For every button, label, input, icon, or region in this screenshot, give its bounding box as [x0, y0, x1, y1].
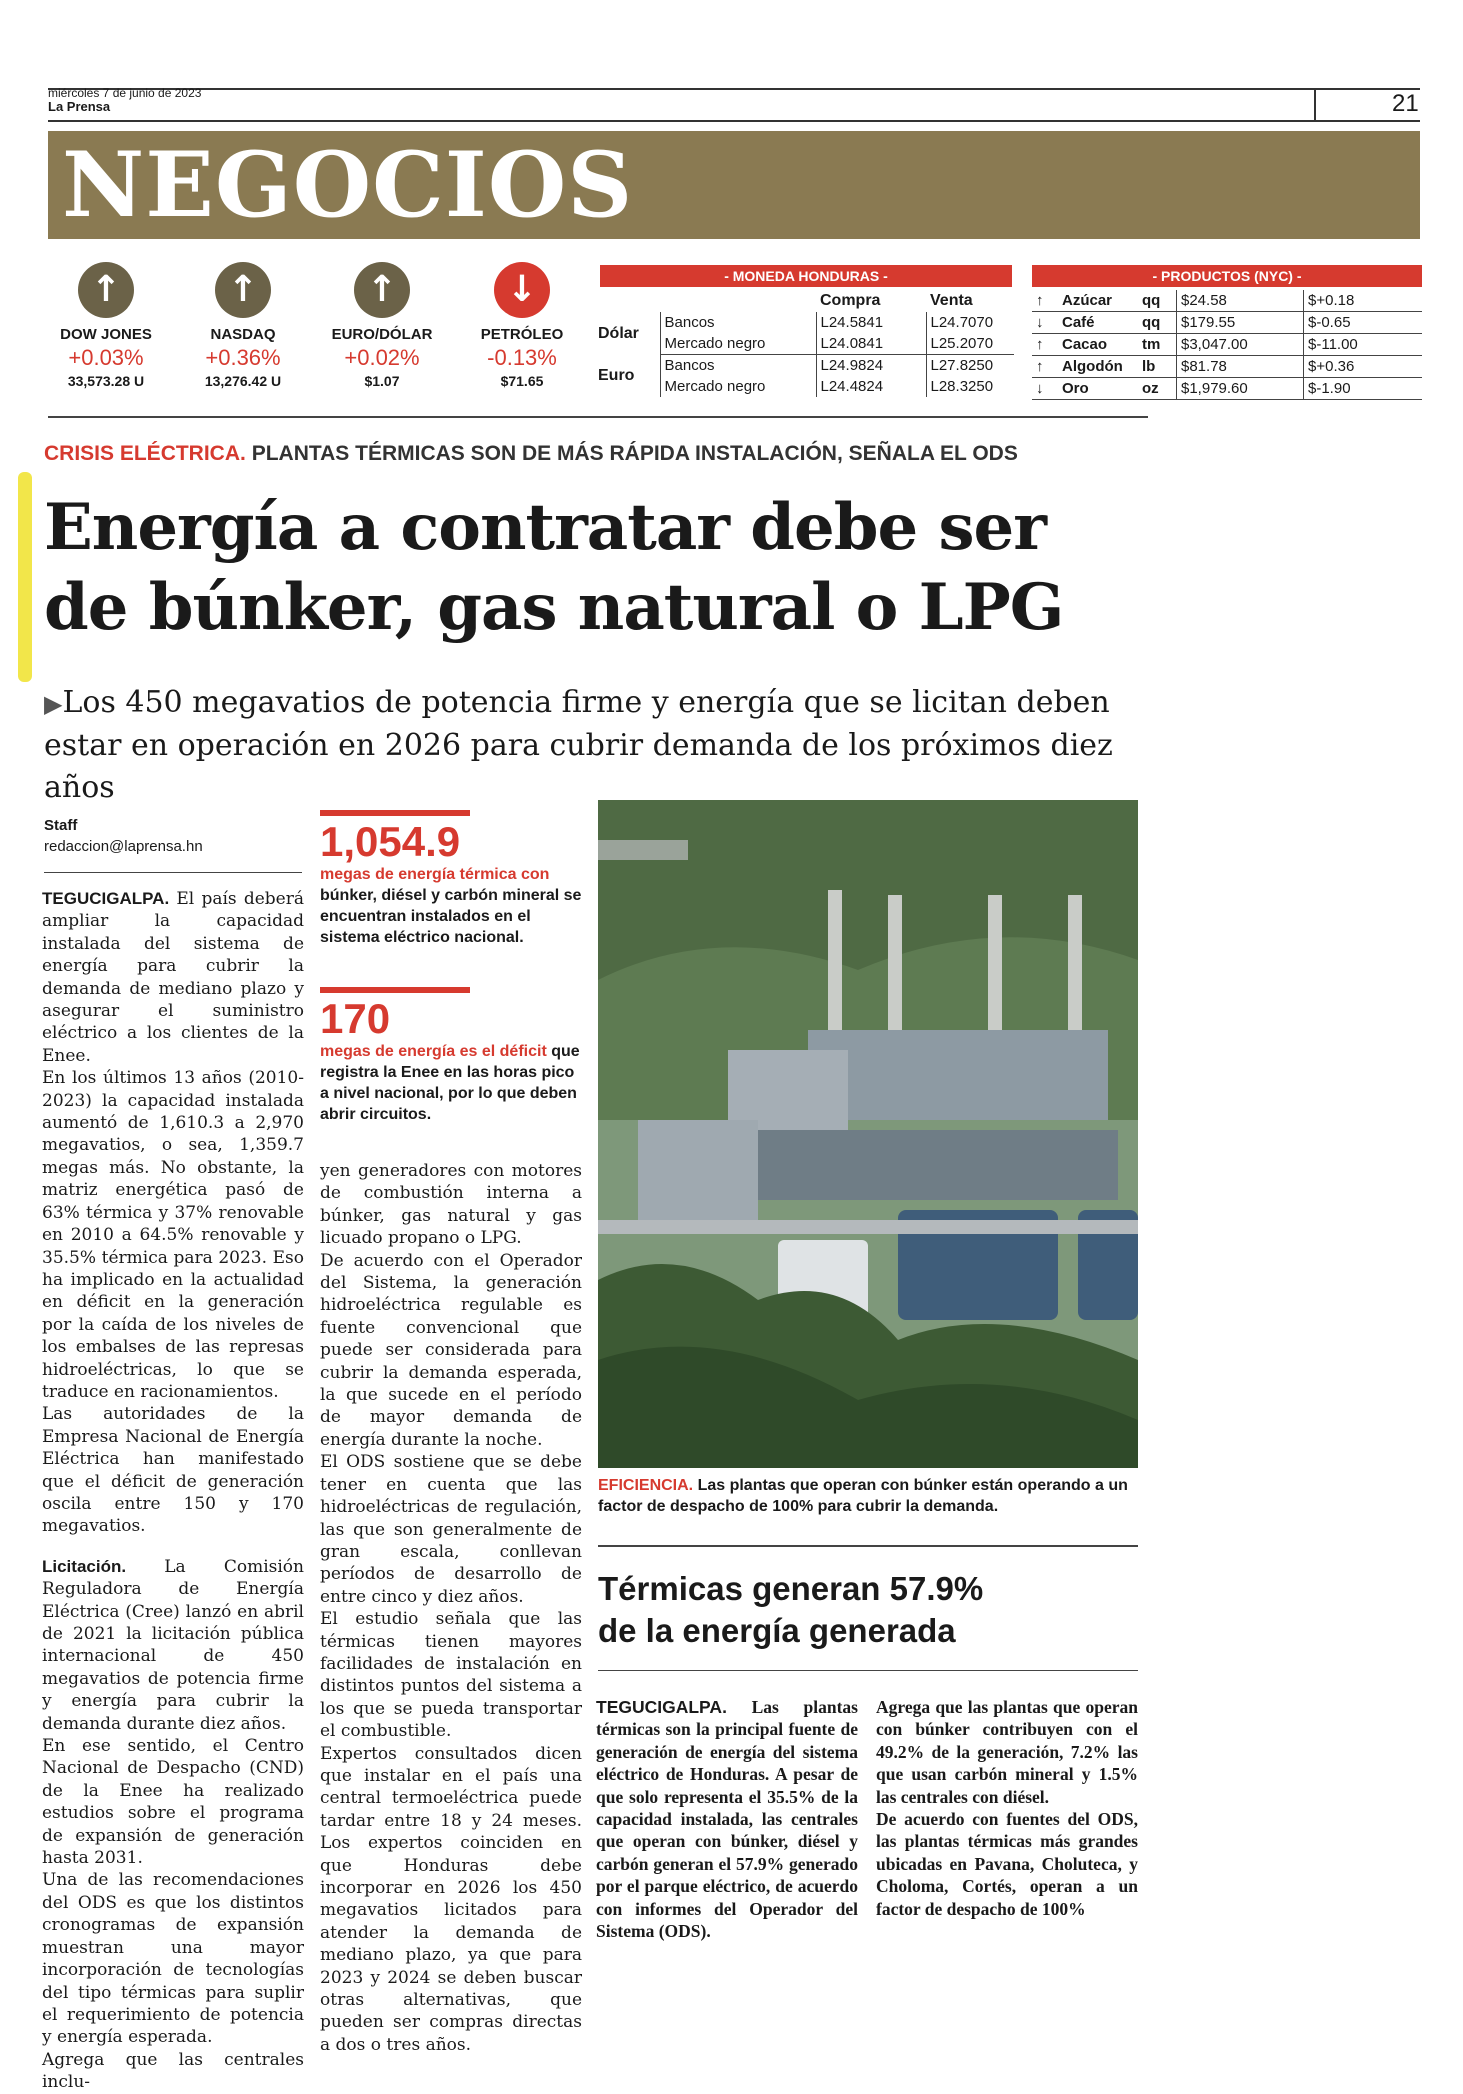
up-arrow-icon: ↑	[1032, 356, 1058, 378]
kicker	[44, 442, 1018, 466]
up-arrow-icon: ↑	[215, 262, 271, 318]
index-name: NASDAQ	[210, 326, 276, 343]
product-price: $81.78	[1177, 356, 1304, 378]
index-value: $1.07	[364, 373, 400, 389]
buy-value: L24.9824	[816, 355, 926, 377]
index-euro-dolar	[312, 262, 452, 389]
index-change: -0.13%	[487, 345, 557, 370]
down-arrow-icon: ↓	[1032, 378, 1058, 400]
stat-box-1	[320, 810, 582, 948]
table-row	[1032, 312, 1422, 334]
photo-caption	[598, 1475, 1138, 1517]
deck	[44, 682, 1144, 809]
currency-euro: Euro	[598, 367, 635, 385]
market-label: Bancos	[660, 312, 816, 333]
triangle-bullet-icon: ▶	[44, 690, 63, 718]
product-price: $24.58	[1177, 290, 1304, 312]
stat-text-body: que registra la Enee en las horas pico a nivel nacional, por lo que deben abrir circuitos.	[320, 1043, 580, 1123]
product-name: Oro	[1058, 378, 1138, 400]
page-number: 21	[1392, 90, 1419, 117]
index-name: EURO/DÓLAR	[331, 326, 433, 343]
index-name: DOW JONES	[60, 326, 152, 343]
sell-value: L25.2070	[926, 333, 1014, 355]
sell-value: L24.7070	[926, 312, 1014, 333]
stat-number: 170	[320, 995, 391, 1042]
buy-value: L24.4824	[816, 376, 926, 397]
table-row	[1032, 378, 1422, 400]
product-unit: lb	[1138, 356, 1177, 378]
buy-value: L24.5841	[816, 312, 926, 333]
table-row	[594, 355, 1014, 377]
stat-text-highlight: megas de energía térmica con	[320, 866, 550, 883]
market-label: Mercado negro	[660, 333, 816, 355]
caption-label: EFICIENCIA.	[598, 1477, 694, 1494]
byline-author: Staff	[44, 817, 78, 834]
sidebar-headline-line-1: Térmicas generan 57.9%	[598, 1570, 984, 1607]
kicker-label: CRISIS ELÉCTRICA.	[44, 442, 246, 465]
table-row	[594, 312, 1014, 333]
paragraph: Agrega que las centrales inclu-	[42, 2049, 304, 2093]
product-price: $179.55	[1177, 312, 1304, 334]
table-row	[1032, 290, 1422, 312]
index-change: +0.02%	[344, 345, 420, 370]
index-change: +0.36%	[205, 345, 281, 370]
up-arrow-icon: ↑	[78, 262, 134, 318]
sidebar-column-2	[876, 1696, 1138, 1920]
up-arrow-icon: ↑	[1032, 334, 1058, 356]
index-nasdaq	[173, 262, 313, 389]
index-value: 13,276.42 U	[204, 373, 282, 389]
paragraph	[42, 888, 304, 1067]
product-unit: qq	[1138, 290, 1177, 312]
product-name: Azúcar	[1058, 290, 1138, 312]
index-name: PETRÓLEO	[480, 326, 564, 343]
highlighter-mark	[18, 472, 32, 682]
paragraph: Una de las recomendaciones del ODS es que los distintos cronogramas de expansión muestran una mayor incorporación de tecnologías del tipo térmicas para suplir el requerimiento de potencia y energía esperada.	[42, 1870, 304, 2048]
section-title: NEGOCIOS	[62, 132, 634, 238]
dateline: TEGUCIGALPA.	[596, 1697, 727, 1717]
article-column-1	[42, 888, 304, 2094]
table-row	[1032, 356, 1422, 378]
paragraph	[596, 1696, 858, 1942]
paragraph-text: La Comisión Reguladora de Energía Eléctrica (Cree) lanzó en abril de 2021 la licitación pública internacional de 450 megavatios de potencia firme y energía para cubrir la demanda durante diez años.	[42, 1556, 304, 1734]
product-change: $-0.65	[1304, 312, 1423, 334]
sell-value: L28.3250	[926, 376, 1014, 397]
paragraph: Agrega que las plantas que operan con búnker contribuyen con el 49.2% de la generación, 7.2% las que usan carbón mineral y 1.5% las centrales con diésel.	[876, 1697, 1138, 1807]
products-table-title: - PRODUCTOS (NYC) -	[1032, 265, 1422, 287]
buy-value: L24.0841	[816, 333, 926, 355]
paragraph-text: El país deberá ampliar la capacidad instalada del sistema de energía para cubrir la demanda de mediano plazo y asegurar el suministro eléctrico a los clientes de la Enee.	[42, 889, 304, 1066]
paragraph: De acuerdo con el Operador del Sistema, la generación hidroeléctrica regulable es fuente convencional que puede ser considerada para cubrir la demanda esperada, la que sucede en el período de mayor demanda de energía durante la noche.	[320, 1250, 582, 1450]
stat-bar	[320, 810, 470, 816]
stat-text-highlight: megas de energía es el déficit	[320, 1043, 547, 1060]
top-rule	[48, 88, 1420, 90]
paragraph: Las autoridades de la Empresa Nacional de Energía Eléctrica han manifestado que el déficit de generación oscila entre 150 y 170 megavatios.	[42, 1404, 304, 1537]
stat-bar	[320, 987, 470, 993]
headline-line-1: Energía a contratar debe ser	[44, 490, 1046, 565]
currency-table-title: - MONEDA HONDURAS -	[600, 265, 1012, 287]
headline-line-2: de búnker, gas natural o LPG	[44, 570, 1064, 645]
publication-date: miércoles 7 de junio de 2023	[48, 86, 202, 100]
product-unit: oz	[1138, 378, 1177, 400]
headline	[44, 488, 1124, 648]
index-value: 33,573.28 U	[67, 373, 145, 389]
product-price: $1,979.60	[1177, 378, 1304, 400]
paragraph: Expertos consultados dicen que instalar en el país una central termoeléctrica puede tardar entre 18 y 24 meses. Los expertos coinciden en que Honduras debe incorporar en 2026 los 450 megavatios licitados para atender la demanda de mediano plazo, ya que para 2023 y 2024 se deben buscar otras alternativas, que pueden ser compras directas a dos o tres años.	[320, 1743, 582, 2055]
paragraph	[42, 1556, 304, 1735]
stat-text	[320, 1041, 582, 1125]
product-name: Cacao	[1058, 334, 1138, 356]
header-bottom-rule	[48, 120, 1420, 122]
product-price: $3,047.00	[1177, 334, 1304, 356]
stat-number: 1,054.9	[320, 818, 461, 865]
index-value: $71.65	[500, 373, 544, 389]
index-petroleo	[452, 262, 592, 389]
product-name: Café	[1058, 312, 1138, 334]
product-change: $+0.36	[1304, 356, 1423, 378]
currency-dolar: Dólar	[598, 324, 639, 342]
paragraph: El estudio señala que las térmicas tienen mayores facilidades de instalación en distintos puntos del sistema a los que se pueda transportar el combustible.	[320, 1609, 582, 1742]
down-arrow-icon: ↓	[494, 262, 550, 318]
index-dow-jones	[36, 262, 176, 389]
paragraph: El ODS sostiene que se debe tener en cuenta que las hidroeléctricas de regulación, las que son generalmente de gran escala, conllevan períodos de desarrollo de entre cinco y diez años.	[320, 1452, 582, 1607]
paragraph: En ese sentido, el Centro Nacional de Despacho (CND) de la Enee ha realizado estudios sobre el programa de expansión de generación hasta 2031.	[42, 1736, 304, 1869]
market-label: Bancos	[660, 355, 816, 377]
sell-header: Venta	[930, 292, 973, 309]
product-unit: qq	[1138, 312, 1177, 334]
byline-rule	[44, 872, 302, 873]
stat-text	[320, 864, 582, 948]
sell-value: L27.8250	[926, 355, 1014, 377]
product-change: $-1.90	[1304, 378, 1423, 400]
section-rule	[48, 416, 1148, 418]
down-arrow-icon: ↓	[1032, 312, 1058, 334]
paragraph: De acuerdo con fuentes del ODS, las plantas térmicas más grandes ubicadas en Pavana, Choluteca, y Choloma, Cortés, operan a un factor de despacho de 100%	[876, 1809, 1138, 1919]
header-divider	[1314, 88, 1316, 120]
buy-header: Compra	[820, 292, 881, 309]
products-table	[1032, 290, 1422, 400]
table-row	[1032, 334, 1422, 356]
currency-table	[594, 290, 1014, 397]
up-arrow-icon: ↑	[354, 262, 410, 318]
deck-text: Los 450 megavatios de potencia firme y energía que se licitan deben estar en operación en 2026 para cubrir demanda de los próximos diez años	[44, 685, 1113, 805]
dateline: TEGUCIGALPA.	[42, 889, 170, 908]
market-label: Mercado negro	[660, 376, 816, 397]
sidebar-rule	[598, 1545, 1138, 1547]
up-arrow-icon: ↑	[1032, 290, 1058, 312]
publication-name: La Prensa	[48, 99, 111, 114]
power-plant-photo	[598, 800, 1138, 1468]
paragraph: En los últimos 13 años (2010-2023) la capacidad instalada aumentó de 1,610.3 a 2,970 megavatios, o sea, 1,359.7 megas más. No obstante, la matriz energética pasó de 63% térmica y 37% renovable en 2010 a 64.5% renovable y 35.5% térmica para 2023. Eso ha implicado en la actualidad en déficit en la generación por la caída de los niveles de los embalses de las represas hidroeléctricas, lo que se traduce en racionamientos.	[42, 1068, 304, 1402]
article-column-2	[320, 1160, 582, 2056]
stat-box-2	[320, 987, 582, 1125]
sidebar-rule-2	[598, 1670, 1138, 1671]
stat-text-body: búnker, diésel y carbón mineral se encuentran instalados en el sistema eléctrico nacional.	[320, 887, 582, 946]
sidebar-column-1	[596, 1696, 858, 1942]
photo-illustration	[598, 800, 1138, 1468]
kicker-text: PLANTAS TÉRMICAS SON DE MÁS RÁPIDA INSTALACIÓN, SEÑALA EL ODS	[245, 442, 1018, 465]
caption-text: Las plantas que operan con búnker están operando a un factor de despacho de 100% para cubrir la demanda.	[598, 1477, 1128, 1515]
index-change: +0.03%	[68, 345, 144, 370]
product-unit: tm	[1138, 334, 1177, 356]
sidebar-headline-line-2: de la energía generada	[598, 1612, 956, 1649]
sidebar-headline	[598, 1568, 1138, 1652]
product-change: $+0.18	[1304, 290, 1423, 312]
product-change: $-11.00	[1304, 334, 1423, 356]
product-name: Algodón	[1058, 356, 1138, 378]
paragraph-text: Las plantas térmicas son la principal fuente de generación de energía del sistema eléctrico de Honduras. A pesar de que solo representa el 35.5% de la capacidad instalada, las centrales que operan con búnker, diésel y carbón generan el 57.9% generado por el parque eléctrico, de acuerdo con informes del Operador del Sistema (ODS).	[596, 1697, 858, 1942]
subhead: Licitación.	[42, 1556, 127, 1576]
paragraph: yen generadores con motores de combustión interna a búnker, gas natural y gas licuado propano o LPG.	[320, 1161, 582, 1249]
byline-email[interactable]: redaccion@laprensa.hn	[44, 838, 203, 855]
